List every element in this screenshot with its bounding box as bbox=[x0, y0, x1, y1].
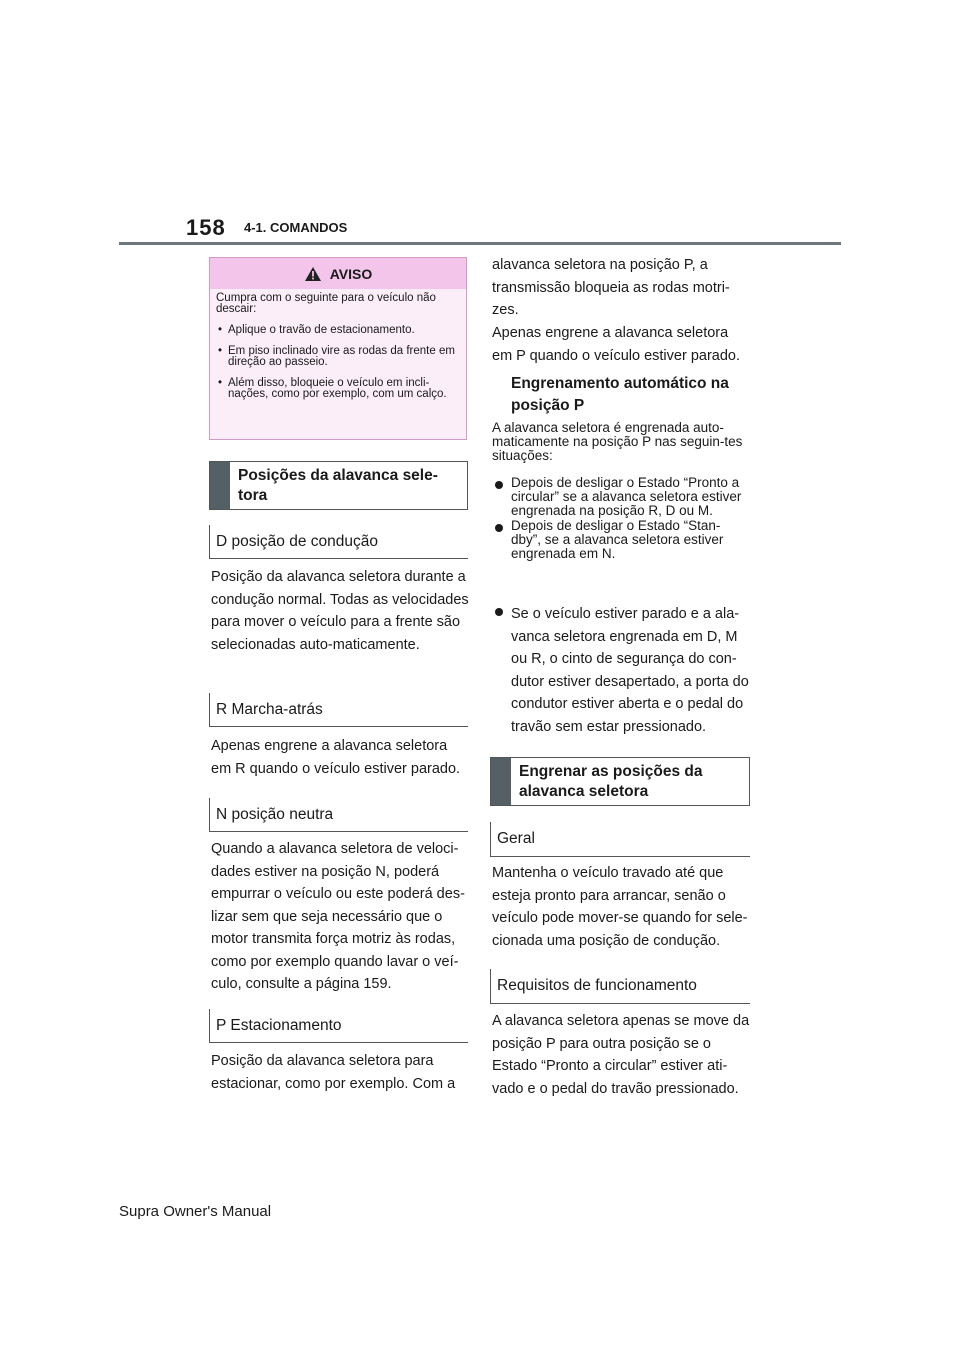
manual-title: Supra Owner's Manual bbox=[119, 1203, 272, 1220]
paragraph-text: Mantenha o veículo travado até que esteja pronto para arrancar, senão o veículo pode mover-se quando for sele-cionada uma posição de condução. bbox=[492, 865, 748, 949]
auto-engage-list-cont bbox=[492, 603, 750, 738]
warning-triangle-icon bbox=[304, 266, 322, 282]
list-item: Depois de desligar o Estado “Pronto a circular” se a alavanca seletora estiver engrenada na posição R, D ou M. bbox=[492, 476, 750, 518]
section-heading-text: Engrenar as posições da alavanca seletora bbox=[519, 763, 703, 800]
warning-list bbox=[216, 325, 460, 400]
warning-header bbox=[210, 258, 466, 289]
section-heading-selector-positions bbox=[209, 461, 468, 510]
heading-auto-engage-p: Engrenamento automático na posição P bbox=[511, 375, 729, 414]
paragraph-text: Posição da alavanca seletora durante a condução normal. Todas as velocidades para mover o veículo para a frente são selecionadas auto-maticamente. bbox=[211, 569, 469, 653]
section-heading-bar bbox=[210, 462, 230, 509]
subheading-d-position: D posição de condução bbox=[209, 525, 468, 559]
paragraph-p-note bbox=[492, 322, 750, 367]
chapter-title: 4-1. COMANDOS bbox=[244, 220, 348, 235]
paragraph-n-position bbox=[211, 838, 469, 996]
subheading-requirements: Requisitos de funcionamento bbox=[490, 969, 750, 1004]
paragraph-auto-intro bbox=[492, 421, 750, 463]
list-item: Se o veículo estiver parado e a ala-vanca seletora engrenada em D, M ou R, o cinto de segurança do con-dutor estiver desapertado, a porta do condutor estiver aberta e o pedal do travão sem estar pressionado. bbox=[492, 603, 750, 738]
paragraph-general bbox=[492, 862, 750, 952]
warning-body bbox=[210, 289, 466, 400]
paragraph-r-position bbox=[211, 735, 469, 780]
warning-item: • Além disso, bloqueie o veículo em incli-nações, como por exemplo, com um calço. bbox=[216, 378, 460, 400]
warning-item: • Em piso inclinado vire as rodas da frente em direção ao passeio. bbox=[216, 346, 460, 368]
paragraph-text: Apenas engrene a alavanca seletora em R quando o veículo estiver parado. bbox=[211, 738, 461, 777]
paragraph-p-position bbox=[211, 1050, 469, 1095]
warning-item: • Aplique o travão de estacionamento. bbox=[216, 325, 460, 336]
paragraph-text: Apenas engrene a alavanca seletora em P quando o veículo estiver parado. bbox=[492, 325, 741, 364]
paragraph-text: A alavanca seletora é engrenada auto-maticamente na posição P nas seguin-tes situações: bbox=[492, 420, 743, 463]
subheading-n-position: N posição neutra bbox=[209, 798, 468, 832]
subheading-p-position: P Estacionamento bbox=[209, 1009, 468, 1043]
paragraph-requirements bbox=[492, 1010, 750, 1100]
paragraph-text: Posição da alavanca seletora para estacionar, como por exemplo. Com a bbox=[211, 1053, 456, 1092]
header-rule bbox=[119, 242, 841, 245]
paragraph-text: Quando a alavanca seletora de veloci-dades estiver na posição N, poderá empurrar o veículo ou este poderá des-lizar sem que seja necessário que o motor transmita força motriz às rodas, como por exemplo quando lavar o veí-culo, consulte a página 159. bbox=[211, 841, 465, 992]
section-heading-bar bbox=[491, 758, 511, 805]
warning-intro: Cumpra com o seguinte para o veículo não descair: bbox=[216, 292, 436, 315]
warning-title: AVISO bbox=[329, 265, 373, 282]
section-heading-text: Posições da alavanca sele-tora bbox=[238, 467, 438, 504]
paragraph-text: A alavanca seletora apenas se move da posição P para outra posição se o Estado “Pronto a circular” estiver ati-vado e o pedal do travão pressionado. bbox=[492, 1013, 750, 1097]
paragraph-p-continued bbox=[492, 254, 750, 322]
warning-box bbox=[209, 257, 467, 440]
subheading-general: Geral bbox=[490, 822, 750, 857]
auto-engage-list bbox=[492, 476, 750, 561]
page-number: 158 bbox=[186, 215, 226, 240]
section-heading-engage-positions bbox=[490, 757, 750, 806]
subheading-r-position: R Marcha-atrás bbox=[209, 693, 468, 727]
paragraph-text: alavanca seletora na posição P, a transmissão bloqueia as rodas motri-zes. bbox=[492, 257, 730, 318]
paragraph-d-position bbox=[211, 566, 469, 656]
list-item: Depois de desligar o Estado “Stan-dby”, se a alavanca seletora estiver engrenada em N. bbox=[492, 519, 750, 561]
